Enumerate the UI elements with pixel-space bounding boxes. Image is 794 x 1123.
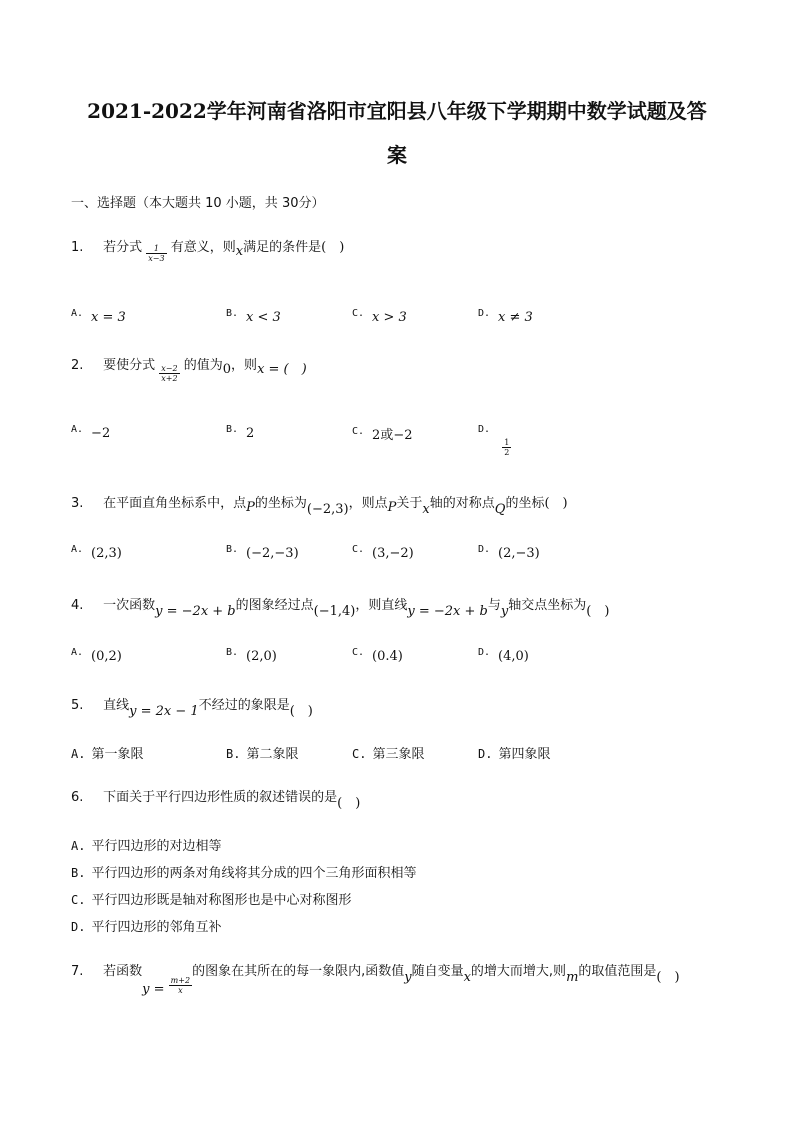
option-c[interactable]: [352, 424, 412, 443]
option-value: (2,3): [91, 546, 122, 561]
fraction: [159, 364, 179, 383]
question-7: [71, 960, 680, 997]
answer-paren: ( ): [321, 240, 345, 255]
option-value: 2: [246, 426, 255, 441]
option-value: 第一象限: [91, 747, 144, 762]
option-label: D.: [478, 308, 491, 319]
option-value: (3,−2): [372, 546, 414, 561]
option-a[interactable]: [71, 544, 122, 561]
section-heading: 一、选择题（本大题共 10 小题，共 30分）: [71, 196, 325, 211]
math-variable: x: [422, 502, 430, 517]
question-text: 与: [487, 598, 501, 613]
option-label: A.: [71, 308, 84, 319]
question-number: 4.: [71, 598, 84, 613]
option-label: B.: [71, 866, 86, 880]
option-label: D.: [478, 424, 491, 435]
option-label: D.: [478, 544, 491, 555]
option-b[interactable]: [226, 424, 254, 441]
option-label: B.: [226, 544, 239, 555]
option-label: D.: [478, 647, 491, 658]
math-equation: x = ( ): [257, 362, 307, 377]
question-text: 关于: [396, 496, 423, 511]
math-zero: 0: [222, 362, 232, 377]
option-label: A.: [71, 647, 84, 658]
option-value: (4,0): [498, 649, 529, 664]
option-a[interactable]: [71, 743, 143, 762]
math-variable: y: [404, 970, 412, 985]
math-function: y = −2x + b: [155, 604, 236, 619]
question-number: 2.: [71, 358, 84, 373]
question-text: 轴的对称点: [429, 496, 495, 511]
answer-paren: ( ): [586, 604, 610, 619]
question-text: 下面关于平行四边形性质的叙述错误的是: [103, 790, 338, 805]
option-label: A.: [71, 544, 84, 555]
option-value: 2或−2: [372, 428, 413, 443]
question-number: 6.: [71, 790, 84, 805]
option-value: −2: [91, 426, 111, 441]
option-b[interactable]: [71, 862, 416, 881]
math-variable: P: [246, 500, 255, 515]
option-value: 第三象限: [372, 747, 425, 762]
option-label: C.: [352, 308, 365, 319]
option-value: (2,−3): [498, 546, 540, 561]
question-text: ，则: [231, 358, 258, 373]
option-value: 平行四边形的对边相等: [91, 839, 222, 854]
question-3: [71, 492, 568, 517]
question-text: ，则直线: [355, 598, 408, 613]
question-text: 有意义，则: [170, 240, 236, 255]
question-text: 的图象在其所在的每一象限内,函数值: [192, 964, 405, 979]
option-label: C.: [352, 647, 365, 658]
document-title-line-2: 案: [387, 143, 407, 167]
option-c[interactable]: [352, 544, 414, 561]
question-text: 的取值范围是: [578, 964, 657, 979]
question-number: 7.: [71, 964, 84, 979]
question-text: 的值为: [183, 358, 223, 373]
numerator: x−2: [161, 364, 178, 373]
question-6: [71, 786, 360, 811]
option-label: C.: [352, 747, 367, 761]
question-text: 的坐标为: [254, 496, 307, 511]
question-text: 要使分式: [103, 358, 156, 373]
option-label: B.: [226, 308, 239, 319]
question-5: [71, 694, 313, 719]
option-label: D.: [71, 920, 86, 934]
option-c[interactable]: [352, 647, 403, 664]
fraction: [502, 438, 511, 457]
question-number: 1.: [71, 240, 84, 255]
option-c[interactable]: [352, 308, 407, 325]
option-b[interactable]: [226, 647, 277, 664]
denominator: x−3: [148, 254, 165, 263]
option-label: C.: [352, 426, 365, 437]
math-variable: Q: [494, 502, 506, 517]
option-label: C.: [352, 544, 365, 555]
math-variable: P: [387, 500, 397, 515]
math-variable: m: [566, 970, 579, 985]
question-text: 不经过的象限是: [198, 698, 290, 713]
option-d[interactable]: [478, 544, 540, 561]
math-coordinate: (−2,3): [306, 502, 349, 517]
math-point: (−1,4): [313, 604, 356, 619]
numerator: m+2: [170, 976, 191, 985]
option-value: 第二象限: [246, 747, 299, 762]
answer-paren: ( ): [544, 496, 568, 511]
question-number: 3.: [71, 496, 84, 511]
option-value: x < 3: [246, 310, 281, 325]
option-value: (2,0): [246, 649, 277, 664]
math-y-equals: y =: [142, 982, 165, 997]
option-value: x > 3: [372, 310, 407, 325]
question-text: 随自变量: [411, 964, 464, 979]
option-value: 平行四边形的两条对角线将其分成的四个三角形面积相等: [91, 866, 417, 881]
question-text: 一次函数: [103, 598, 156, 613]
option-label: A.: [71, 424, 84, 435]
option-b[interactable]: [226, 308, 281, 325]
option-label: A.: [71, 747, 86, 761]
fraction: [146, 244, 166, 263]
option-c[interactable]: [71, 889, 351, 908]
math-function: y = 2x − 1: [129, 704, 199, 719]
denominator: x: [169, 985, 192, 995]
option-value: 第四象限: [498, 747, 551, 762]
math-variable: x: [463, 970, 471, 985]
question-text: 若函数: [103, 964, 143, 979]
option-d[interactable]: [478, 308, 533, 325]
numerator: 1: [153, 244, 159, 253]
question-number: 5.: [71, 698, 84, 713]
option-b[interactable]: [226, 544, 299, 561]
question-text: 满足的条件是: [243, 240, 322, 255]
answer-paren: ( ): [337, 796, 361, 811]
option-value: (0.4): [372, 649, 403, 664]
question-text: 的增大而增大,则: [470, 964, 567, 979]
question-text: 轴交点坐标为: [508, 598, 587, 613]
document-title-line-1: 2021-2022学年河南省洛阳市宜阳县八年级下学期期中数学试题及答: [87, 99, 707, 123]
option-c[interactable]: [352, 743, 424, 762]
option-label: A.: [71, 839, 86, 853]
option-d[interactable]: [478, 424, 511, 457]
option-value: (−2,−3): [246, 546, 299, 561]
denominator: 2: [504, 448, 510, 457]
option-label: B.: [226, 647, 239, 658]
option-d[interactable]: [71, 916, 221, 935]
question-text: ，则点: [348, 496, 388, 511]
option-value: x = 3: [91, 310, 126, 325]
numerator: 1: [504, 438, 510, 447]
question-text: 的坐标: [505, 496, 545, 511]
math-variable: y: [500, 604, 509, 619]
question-2: [71, 354, 307, 383]
option-label: B.: [226, 747, 241, 761]
option-a[interactable]: [71, 424, 110, 441]
option-value: (0,2): [91, 649, 122, 664]
question-text: 的图象经过点: [235, 598, 314, 613]
option-a[interactable]: [71, 308, 126, 325]
answer-paren: ( ): [656, 970, 680, 985]
question-text: 若分式: [103, 240, 143, 255]
answer-paren: ( ): [289, 704, 313, 719]
option-value: x ≠ 3: [498, 310, 533, 325]
option-label: B.: [226, 424, 239, 435]
option-b[interactable]: [226, 743, 298, 762]
option-value: 平行四边形的邻角互补: [91, 920, 222, 935]
option-label: D.: [478, 747, 493, 761]
question-text: 在平面直角坐标系中，点: [103, 496, 247, 511]
option-value: 平行四边形既是轴对称图形也是中心对称图形: [91, 893, 352, 908]
option-a[interactable]: [71, 647, 122, 664]
question-text: 直线: [103, 698, 130, 713]
math-variable: x: [235, 244, 244, 259]
question-1: [71, 236, 344, 263]
option-d[interactable]: [478, 647, 529, 664]
option-d[interactable]: [478, 743, 550, 762]
denominator: x+2: [161, 374, 178, 383]
math-function: y = −2x + b: [407, 604, 488, 619]
fraction: [169, 976, 192, 995]
option-label: C.: [71, 893, 86, 907]
option-a[interactable]: [71, 835, 221, 854]
question-4: [71, 594, 609, 619]
